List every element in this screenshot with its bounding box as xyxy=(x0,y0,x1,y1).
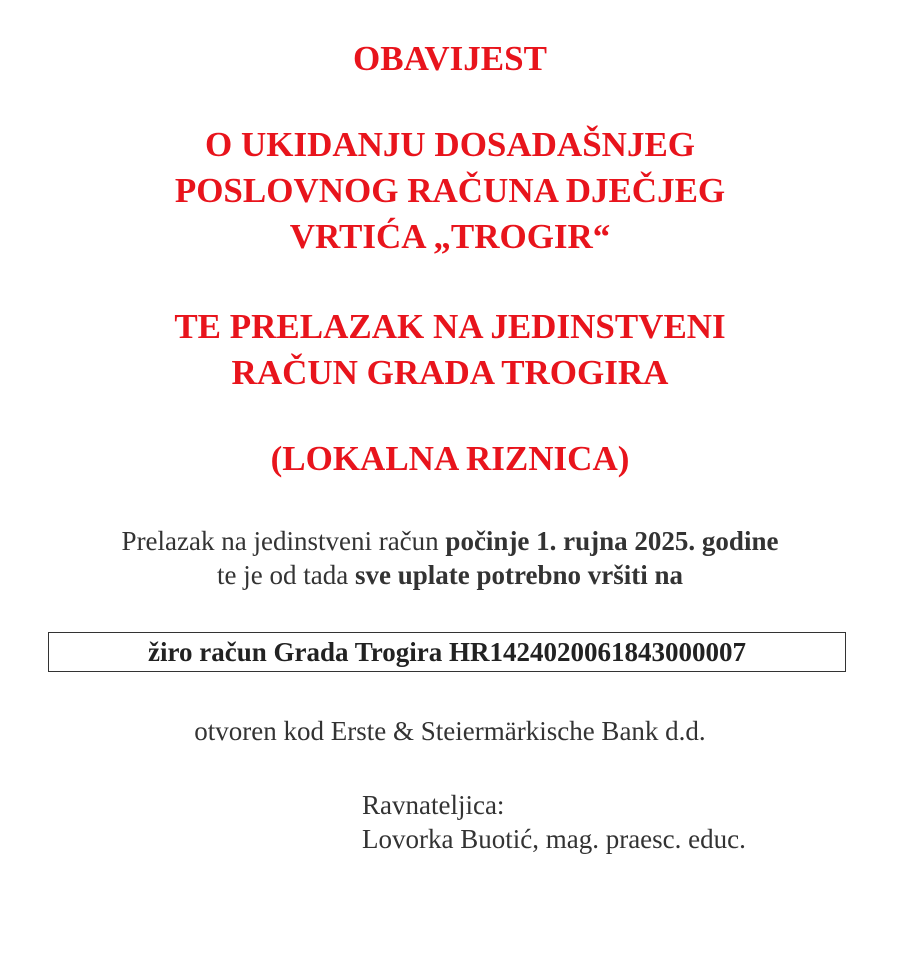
subtitle-line-3: VRTIĆA „TROGIR“ xyxy=(289,217,611,256)
bank-paragraph xyxy=(0,714,900,748)
transition-line-1: TE PRELAZAK NA JEDINSTVENI xyxy=(174,307,726,346)
subtitle-line-2: POSLOVNOG RAČUNA DJEČJEG xyxy=(174,171,726,210)
intro-line-1 xyxy=(0,524,900,558)
note-text: (LOKALNA RIZNICA) xyxy=(270,439,630,478)
subtitle-line-1: O UKIDANJU DOSADAŠNJEG xyxy=(204,125,696,164)
notice-note xyxy=(0,436,900,482)
notice-title-text: OBAVIJEST xyxy=(353,39,547,78)
account-number-text: žiro račun Grada Trogira HR1424020061843000007 xyxy=(148,637,746,667)
intro-line-2-normal: te je od tada xyxy=(217,560,355,590)
transition-line-2: RAČUN GRADA TROGIRA xyxy=(231,353,669,392)
intro-line-1-bold: počinje 1. rujna 2025. godine xyxy=(445,526,779,556)
intro-line-1-normal: Prelazak na jedinstveni račun xyxy=(121,526,446,556)
notice-title xyxy=(0,36,900,82)
bank-text: otvoren kod Erste & Steiermärkische Bank d.d. xyxy=(194,716,706,746)
account-number-box xyxy=(48,632,846,672)
intro-paragraph xyxy=(0,524,900,592)
signature-block xyxy=(362,788,746,856)
notice-transition xyxy=(0,304,900,396)
signature-role: Ravnateljica: xyxy=(362,790,505,820)
intro-line-2-bold: sve uplate potrebno vršiti na xyxy=(354,560,683,590)
notice-subtitle xyxy=(0,122,900,260)
signature-name: Lovorka Buotić, mag. praesc. educ. xyxy=(362,824,746,854)
intro-line-2 xyxy=(0,558,900,592)
